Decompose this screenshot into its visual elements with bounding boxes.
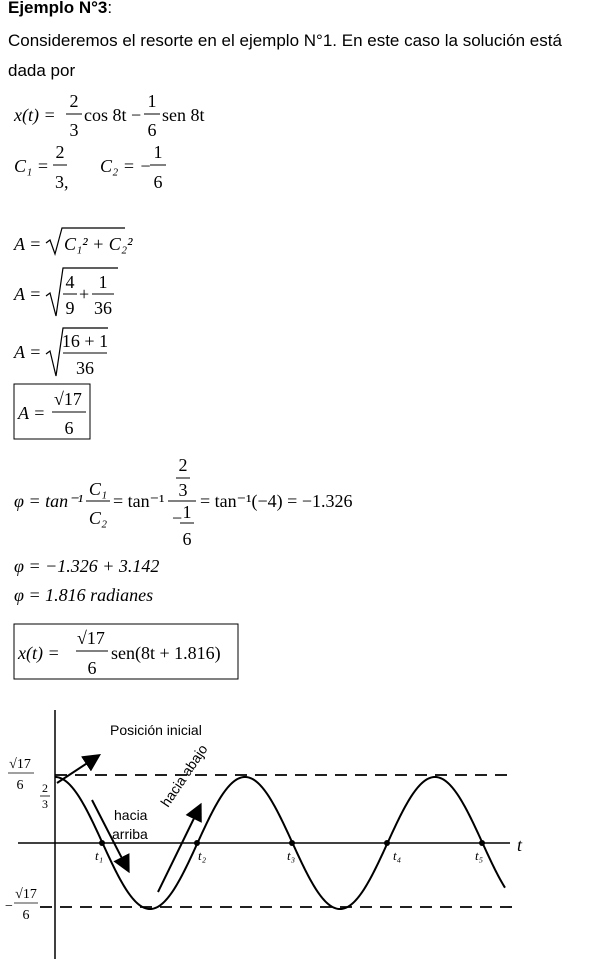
eq-a2-den1: 9 [65,298,75,318]
zero-crossing-dot-4 [384,840,390,846]
eq-a2-num2: 1 [98,272,108,292]
eq-phi1-inner-num: 2 [178,455,188,475]
eq-xt-frac2-den: 6 [147,120,157,140]
eq-a4-num: √17 [54,389,82,409]
y-label-bot-num: √17 [15,887,37,902]
eq-xt-sen: sen 8t [162,105,205,125]
eq-xt-frac1-den: 3 [69,120,79,140]
label-initial-position: Posición inicial [110,722,202,738]
tick-t2: t₂ [198,848,207,863]
label-up-line1: hacia [114,807,148,823]
eq-xt-cos: cos 8t − [84,105,142,125]
y-label-bot-den: 6 [22,908,30,923]
y-label-bot-sign: − [5,899,13,914]
eq-a1-lhs: A = [14,234,42,254]
intro-line-1: Consideremos el resorte en el ejemplo N°1. En este caso la solución está [8,31,562,50]
eq-xt-frac2-num: 1 [147,91,157,111]
zero-crossing-dot-2 [194,840,200,846]
eq-phi1-lower-den: 6 [182,529,192,549]
initial-velocity-arrow [57,756,98,783]
tick-t5: t₅ [475,848,484,863]
eq-phi1-lower-num: 1 [182,502,192,522]
eq-a4-den: 6 [64,418,74,438]
eq-phi1-inner-den: 3 [178,480,188,500]
example-title: Ejemplo N°3 [8,0,108,17]
zero-crossing-dot-1 [99,840,105,846]
eq-final-lhs: x(t) = [18,643,60,663]
eq-a3-den: 36 [76,358,94,378]
oscillation-graph [0,700,597,959]
eq-c1-den: 3, [55,172,69,192]
eq-c1-num: 2 [55,142,65,162]
eq-final-num: √17 [77,628,105,648]
eq-a1-radicand: C₁² + C₂² [64,234,133,254]
eq-phi1-num: C₁ [88,479,108,499]
eq-phi1-den: C₂ [88,508,108,528]
eq-a3-num: 16 + 1 [61,331,109,351]
eq-c2-den: 6 [153,172,163,192]
eq-c2-lhs: C₂ = − [100,156,152,176]
eq-a2-den2: 36 [94,298,112,318]
intro-line-2: dada por [8,61,76,80]
y-label-mid-num: 2 [42,781,48,795]
eq-c1-lhs: C₁ = [14,156,49,176]
eq-phi1-rhs: = tan⁻¹(−4) = −1.326 [200,491,353,511]
t-axis-label: t [517,835,523,855]
y-label-mid-den: 3 [42,797,48,811]
zero-crossing-dot-5 [479,840,485,846]
eq-c2-num: 1 [153,142,163,162]
y-label-top-num: √17 [9,757,31,772]
eq-a4-lhs: A = [18,403,46,423]
y-label-top-den: 6 [16,778,24,793]
eq-phi1-mid: = tan⁻¹ [113,491,165,511]
eq-phi2: φ = −1.326 + 3.142 [14,556,160,576]
tick-t3: t₃ [287,848,296,863]
eq-xt-lhs: x(t) = [14,105,56,125]
eq-xt-frac1-num: 2 [69,91,79,111]
tick-t1: t₁ [95,848,104,863]
eq-a2-num1: 4 [65,272,75,292]
eq-a2-lhs: A = [14,284,42,304]
eq-phi1-lhs: φ = tan⁻¹ [14,491,84,511]
eq-a2-plus: + [79,284,90,304]
zero-crossing-dot-3 [289,840,295,846]
eq-a3-lhs: A = [14,342,42,362]
label-up-line2: arriba [112,826,148,842]
tick-t4: t₄ [393,848,402,863]
eq-final-den: 6 [87,658,97,678]
eq-phi1-sign: − [172,508,183,528]
eq-final-rhs: sen(8t + 1.816) [111,643,221,663]
label-down: hacia abajo [157,741,211,810]
example-title-colon: : [107,0,113,17]
eq-phi3: φ = 1.816 radianes [14,585,154,605]
